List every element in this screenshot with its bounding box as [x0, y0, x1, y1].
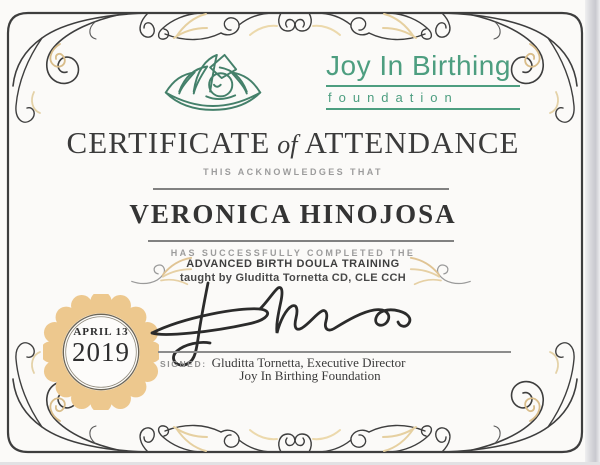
- lotus-baby-logo-icon: [160, 48, 266, 112]
- signatory-name-title: Gluditta Tornetta, Executive Director: [211, 355, 406, 370]
- course-title: ADVANCED BIRTH DOULA TRAINING: [186, 258, 400, 270]
- brand-divider: [326, 85, 520, 87]
- title-word-attendance: ATTENDANCE: [304, 125, 520, 160]
- brand-name: Joy In Birthing: [326, 50, 511, 81]
- completion-label: HAS SUCCESSFULLY COMPLETED THE: [170, 248, 416, 258]
- signed-label: SIGNED:: [160, 359, 207, 369]
- recipient-name: VERONICA HINOJOSA: [129, 199, 457, 229]
- title-word-certificate: CERTIFICATE: [66, 125, 271, 160]
- signatory-organization: Joy In Birthing Foundation: [239, 368, 381, 383]
- divider-below-name: [148, 240, 454, 242]
- title-word-of: of: [277, 130, 298, 159]
- divider-above-name: [153, 188, 449, 190]
- brand-divider-2: [326, 108, 520, 110]
- logo-text-block: [326, 52, 520, 110]
- acknowledgement-label: THIS ACKNOWLEDGES THAT: [203, 167, 383, 177]
- signature-rule: [158, 351, 511, 353]
- seal-year: 2019: [72, 337, 130, 367]
- certificate-title: [0, 125, 586, 161]
- seal-date-block: [43, 326, 159, 366]
- brand-subtitle: foundation: [328, 90, 459, 105]
- seal-month-day: APRIL 13: [73, 326, 129, 338]
- scan-edge-right: [585, 0, 600, 465]
- course-instructor-line: taught by Gluditta Tornetta CD, CLE CCH: [180, 272, 406, 284]
